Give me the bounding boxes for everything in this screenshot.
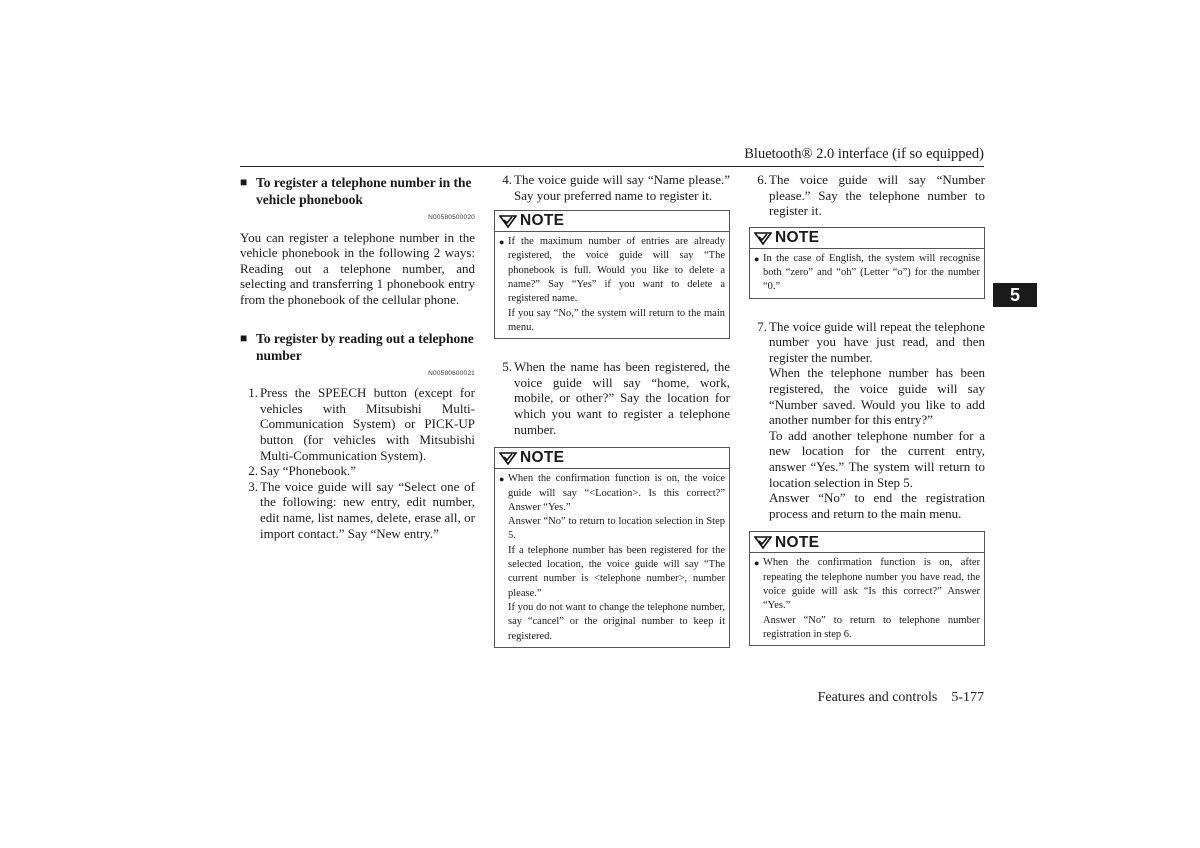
page-number: 5-177 [951, 690, 984, 705]
check-warning-icon [754, 231, 772, 245]
footer-section: Features and controls [817, 690, 938, 705]
note-text: Answer “No” to return to telephone number registration in step 6. [763, 614, 980, 640]
section-paragraph: You can register a telephone number in the vehicle phonebook in the following 2 ways: Reading out a telephone number, and selecting and transferring 1 phonebook entry from the phonebook of the cellular phone. [240, 229, 475, 307]
bullet-icon: ● [754, 253, 760, 264]
step-number: 5. [502, 359, 512, 375]
step-number: 6. [757, 172, 767, 187]
step-item [749, 172, 985, 219]
step-number: 4. [502, 172, 512, 187]
step-item [494, 172, 730, 203]
note-item [499, 472, 725, 644]
chapter-tab: 5 [993, 283, 1037, 307]
section-heading-text: To register a telephone number in the vehicle phonebook [256, 175, 472, 207]
check-warning-icon [499, 451, 517, 465]
note-text: Answer “No” to return to location selection in Step 5. [508, 516, 725, 542]
header-rule [240, 166, 984, 167]
bullet-icon: ● [499, 474, 505, 485]
note-box [749, 531, 985, 646]
check-warning-icon [499, 214, 517, 228]
note-header [750, 532, 984, 553]
step-text: When the name has been registered, the voice guide will say “home, work, mobile, or other?” Say the location for which you want to register a telephone number. [514, 359, 730, 437]
step-number: 7. [757, 318, 767, 334]
note-text: In the case of English, the system will recognise both “zero” and “oh” (Letter “o”) for the number “0.” [763, 252, 980, 293]
column-right [749, 172, 985, 646]
section-code: N00580600021 [428, 369, 475, 377]
section-heading [240, 174, 475, 208]
step-item [749, 319, 985, 522]
step-number: 2. [248, 463, 258, 479]
header-title: Bluetooth® 2.0 interface (if so equipped) [744, 146, 984, 162]
column-middle [494, 172, 730, 648]
bullet-icon: ● [499, 237, 505, 248]
note-text: If you say “No,” the system will return to the main menu. [508, 307, 725, 333]
note-box [494, 447, 730, 648]
square-bullet-icon: ■ [240, 175, 248, 189]
step-item [240, 479, 475, 541]
section-code: N00580500020 [428, 214, 475, 221]
note-text: When the confirmation function is on, the voice guide will say “<Location>. Is this correct?” Answer “Yes.” [508, 473, 725, 513]
bullet-icon: ● [754, 558, 760, 569]
check-warning-icon [754, 535, 772, 549]
step-text: When the telephone number has been registered, the voice guide will say “Number saved. Would you like to add another number for this entry?” [769, 365, 985, 428]
note-item [499, 235, 725, 335]
step-text: The voice guide will repeat the telephone number you have just read, and then register the number. [769, 318, 985, 365]
note-box [749, 227, 985, 299]
note-box [494, 210, 730, 339]
note-text: If the maximum number of entries are already registered, the voice guide will say “The phonebook is full. Would you like to delete a name?” Say “Yes” if you want to delete a registered name. [508, 236, 725, 305]
square-bullet-icon: ■ [240, 330, 248, 345]
note-label: NOTE [775, 228, 820, 246]
note-text: If you do not want to change the telephone number, say “cancel” or the original number to keep it registered. [508, 601, 725, 642]
step-text: Say “Phonebook.” [260, 463, 357, 479]
step-text: To add another telephone number for a new location for the current entry, answer “Yes.” The system will return to location selection in Step 5. [769, 427, 985, 490]
step-text: The voice guide will say “Number please.” Say the telephone number to register it. [769, 172, 985, 219]
note-label: NOTE [520, 212, 565, 230]
page-footer [818, 690, 984, 706]
step-item [494, 359, 730, 437]
note-item [754, 252, 980, 295]
step-item [240, 463, 475, 479]
note-text: If a telephone number has been registered for the selected location, the voice guide will say “The current number is <telephone number>, number please.” [508, 544, 725, 599]
step-text: Answer “No” to end the registration process and return to the main menu. [769, 490, 985, 521]
note-header [495, 448, 729, 469]
note-text: When the confirmation function is on, after repeating the telephone number you have read, the voice guide will ask “Is this correct?” Answer “Yes.” [763, 557, 980, 612]
note-label: NOTE [520, 449, 565, 467]
note-label: NOTE [775, 533, 820, 551]
column-left [240, 172, 475, 541]
step-item [240, 385, 475, 463]
step-text: The voice guide will say “Name please.” Say your preferred name to register it. [514, 172, 730, 203]
note-header [495, 211, 729, 232]
step-number: 1. [248, 385, 258, 401]
step-number: 3. [248, 478, 258, 494]
step-text: Press the SPEECH button (except for vehicles with Mitsubishi Multi-Communication System) or PICK-UP button (for vehicles with Mitsubishi Multi-Communication System). [260, 385, 475, 463]
section-heading-text: To register by reading out a telephone number [256, 330, 474, 363]
section-heading [240, 330, 475, 364]
note-item [754, 556, 980, 642]
step-text: The voice guide will say “Select one of the following: new entry, edit number, edit name, list names, delete, erase all, or import contact.” Say “New entry.” [260, 478, 475, 541]
note-header [750, 228, 984, 249]
